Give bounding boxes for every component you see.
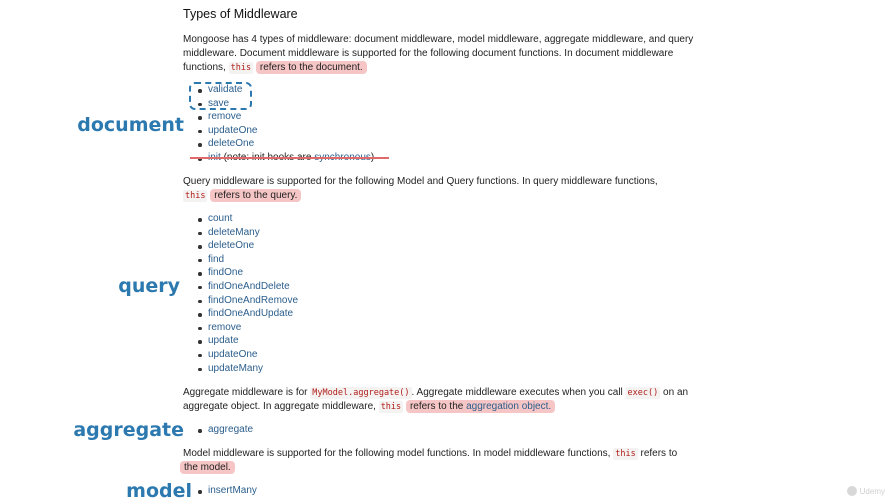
list-item-updatemany: [196, 362, 298, 376]
list-item-updateone: [196, 348, 298, 362]
code-this: this: [185, 191, 206, 201]
intro-paragraph: Mongoose has 4 types of middleware: document middleware, model middleware, aggregate middleware, and query middleware. Document middleware is supported for the following document functions. In document middleware functions, this refers to the document.: [183, 34, 694, 73]
highlight-document: refers to the document.: [256, 61, 367, 74]
list-item-findone: [196, 266, 298, 280]
aggregate-paragraph: Aggregate middleware is for MyModel.aggregate() . Aggregate middleware executes when you call exec() on an aggregate object. In aggregate middleware, this refers to the aggregation object.: [183, 387, 689, 412]
list-item-deletemany: [196, 226, 298, 240]
label-model: model: [126, 480, 192, 502]
code-aggregate: MyModel.aggregate(): [312, 388, 410, 398]
list-item-deleteone: [196, 137, 258, 151]
link-count[interactable]: count: [208, 213, 233, 224]
link-aggregation-object[interactable]: aggregation object.: [466, 401, 552, 412]
list-item-updateone: [196, 124, 258, 138]
aggregate-functions-list: [196, 423, 253, 437]
list-item-count: [196, 212, 298, 226]
strikethrough-mark: [190, 157, 389, 159]
link-find[interactable]: find: [208, 253, 225, 265]
query-functions-list: [196, 212, 298, 375]
udemy-logo-icon: [847, 486, 857, 496]
code-this: this: [380, 402, 402, 412]
link-deleteone[interactable]: deleteOne: [208, 240, 255, 252]
link-save[interactable]: save: [208, 97, 230, 109]
highlight-model: the model.: [180, 461, 235, 474]
model-functions-list: [196, 484, 257, 498]
code-exec: exec(): [627, 388, 659, 398]
list-item-remove: [196, 321, 298, 335]
link-validate[interactable]: validate: [208, 84, 243, 95]
link-insertmany[interactable]: insertMany: [208, 485, 257, 496]
link-findone[interactable]: findOne: [208, 267, 244, 279]
list-item-update: [196, 334, 298, 348]
highlight-query: refers to the query.: [210, 189, 301, 202]
link-remove[interactable]: remove: [208, 111, 242, 123]
link-findoneandupdate[interactable]: findOneAndUpdate: [208, 308, 294, 320]
link-aggregate[interactable]: aggregate: [208, 424, 254, 435]
list-item-findoneandremove: [196, 294, 298, 308]
list-item-validate: [196, 83, 258, 97]
link-findoneandremove[interactable]: findOneAndRemove: [208, 294, 299, 306]
list-item-save: [196, 97, 258, 111]
watermark: Udemy: [847, 486, 885, 496]
label-document: document: [77, 114, 184, 136]
label-query: query: [118, 275, 180, 297]
list-item-deleteone: [196, 239, 298, 253]
model-paragraph: Model middleware is supported for the following model functions. In model middleware functions, this refers to the model.: [183, 447, 713, 475]
link-update[interactable]: update: [208, 335, 239, 347]
label-aggregate: aggregate: [73, 419, 184, 441]
list-item-insertmany: [196, 484, 257, 498]
page-title: Types of Middleware: [183, 7, 298, 21]
list-item-findoneandupdate: [196, 307, 298, 321]
list-item-remove: [196, 110, 258, 124]
link-deletemany[interactable]: deleteMany: [208, 226, 260, 238]
list-item-findoneanddelete: [196, 280, 298, 294]
list-item-find: [196, 253, 298, 267]
code-this: this: [230, 63, 252, 73]
link-deleteone[interactable]: deleteOne: [208, 138, 255, 150]
link-remove[interactable]: remove: [208, 321, 242, 333]
link-updateone[interactable]: updateOne: [208, 124, 258, 136]
link-updatemany[interactable]: updateMany: [208, 362, 264, 374]
code-this: this: [615, 449, 636, 459]
document-functions-list: [196, 83, 258, 151]
link-updateone[interactable]: updateOne: [208, 348, 258, 360]
highlight-aggregate: refers to the aggregation object.: [406, 400, 555, 413]
list-item-aggregate: [196, 423, 253, 437]
link-findoneanddelete[interactable]: findOneAndDelete: [208, 280, 290, 292]
query-paragraph: Query middleware is supported for the following Model and Query functions. In query middleware functions, this refers to the query.: [183, 176, 658, 201]
